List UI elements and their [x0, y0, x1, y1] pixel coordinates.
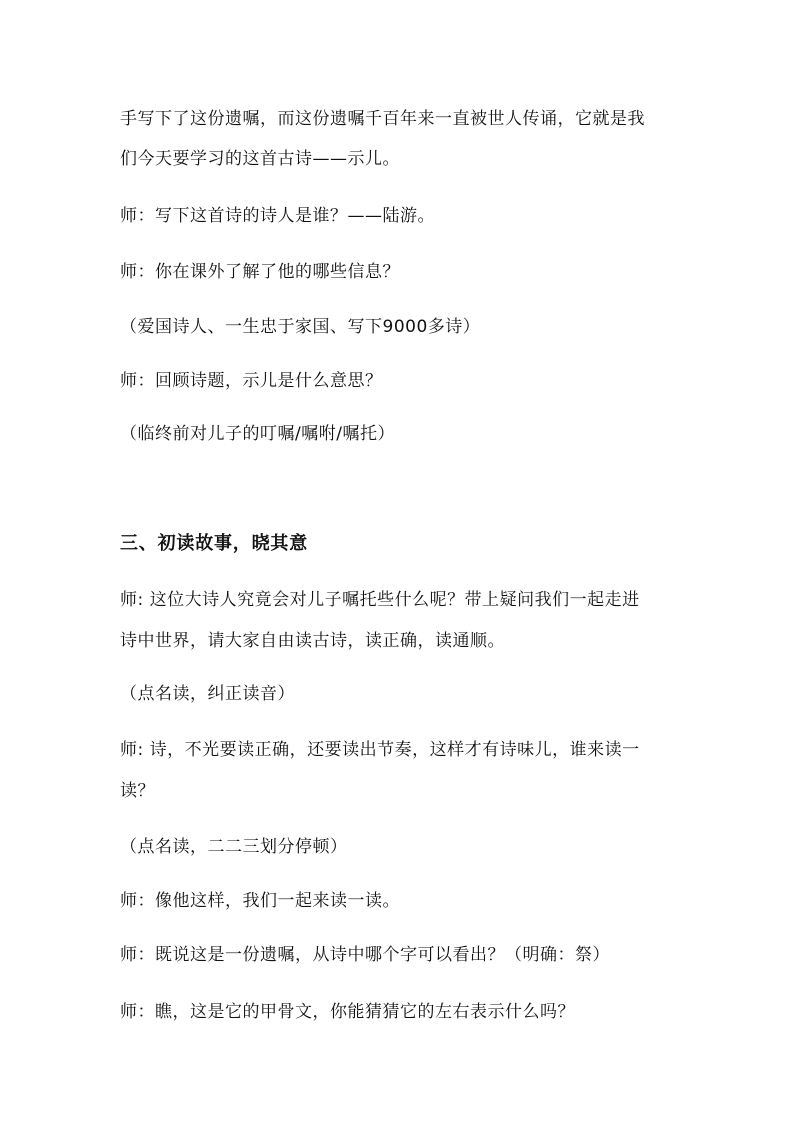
paragraph-line-9: 师: 这位大诗人究竟会对儿子嘱托些什么呢？带上疑问我们一起走进 [120, 590, 640, 610]
paragraph-line-7: （临终前对儿子的叮嘱/嘱咐/嘱托） [120, 424, 395, 444]
paragraph-line-2: 们今天要学习的这首古诗——示儿。 [120, 149, 400, 169]
paragraph-line-4: 师：你在课外了解了他的哪些信息？ [120, 262, 400, 282]
paragraph-line-13: 读？ [120, 781, 155, 801]
paragraph-line-15: 师：像他这样，我们一起来读一读。 [120, 891, 400, 911]
paragraph-line-16: 师：既说这是一份遗嘱，从诗中哪个字可以看出？（明确：祭） [120, 945, 610, 965]
paragraph-line-12: 师: 诗，不光要读正确，还要读出节奏，这样才有诗味儿，谁来读一 [120, 740, 640, 760]
paragraph-line-14: （点名读，二二三划分停顿） [120, 837, 348, 857]
paragraph-line-1: 手写下了这份遗嘱，而这份遗嘱千百年来一直被世人传诵，它就是我 [120, 109, 645, 129]
paragraph-line-3: 师：写下这首诗的诗人是谁？——陆游。 [120, 206, 435, 226]
paragraph-line-6: 师：回顾诗题，示儿是什么意思？ [120, 371, 383, 391]
paragraph-line-11: （点名读，纠正读音） [120, 684, 295, 704]
paragraph-line-5: （爱国诗人、一生忠于家国、写下9000多诗） [120, 317, 481, 337]
paragraph-line-10: 诗中世界，请大家自由读古诗，读正确，读通顺。 [120, 631, 505, 651]
section-heading: 三、初读故事，晓其意 [120, 533, 308, 554]
paragraph-line-17: 师：瞧，这是它的甲骨文，你能猜猜它的左右表示什么吗？ [120, 1002, 575, 1022]
